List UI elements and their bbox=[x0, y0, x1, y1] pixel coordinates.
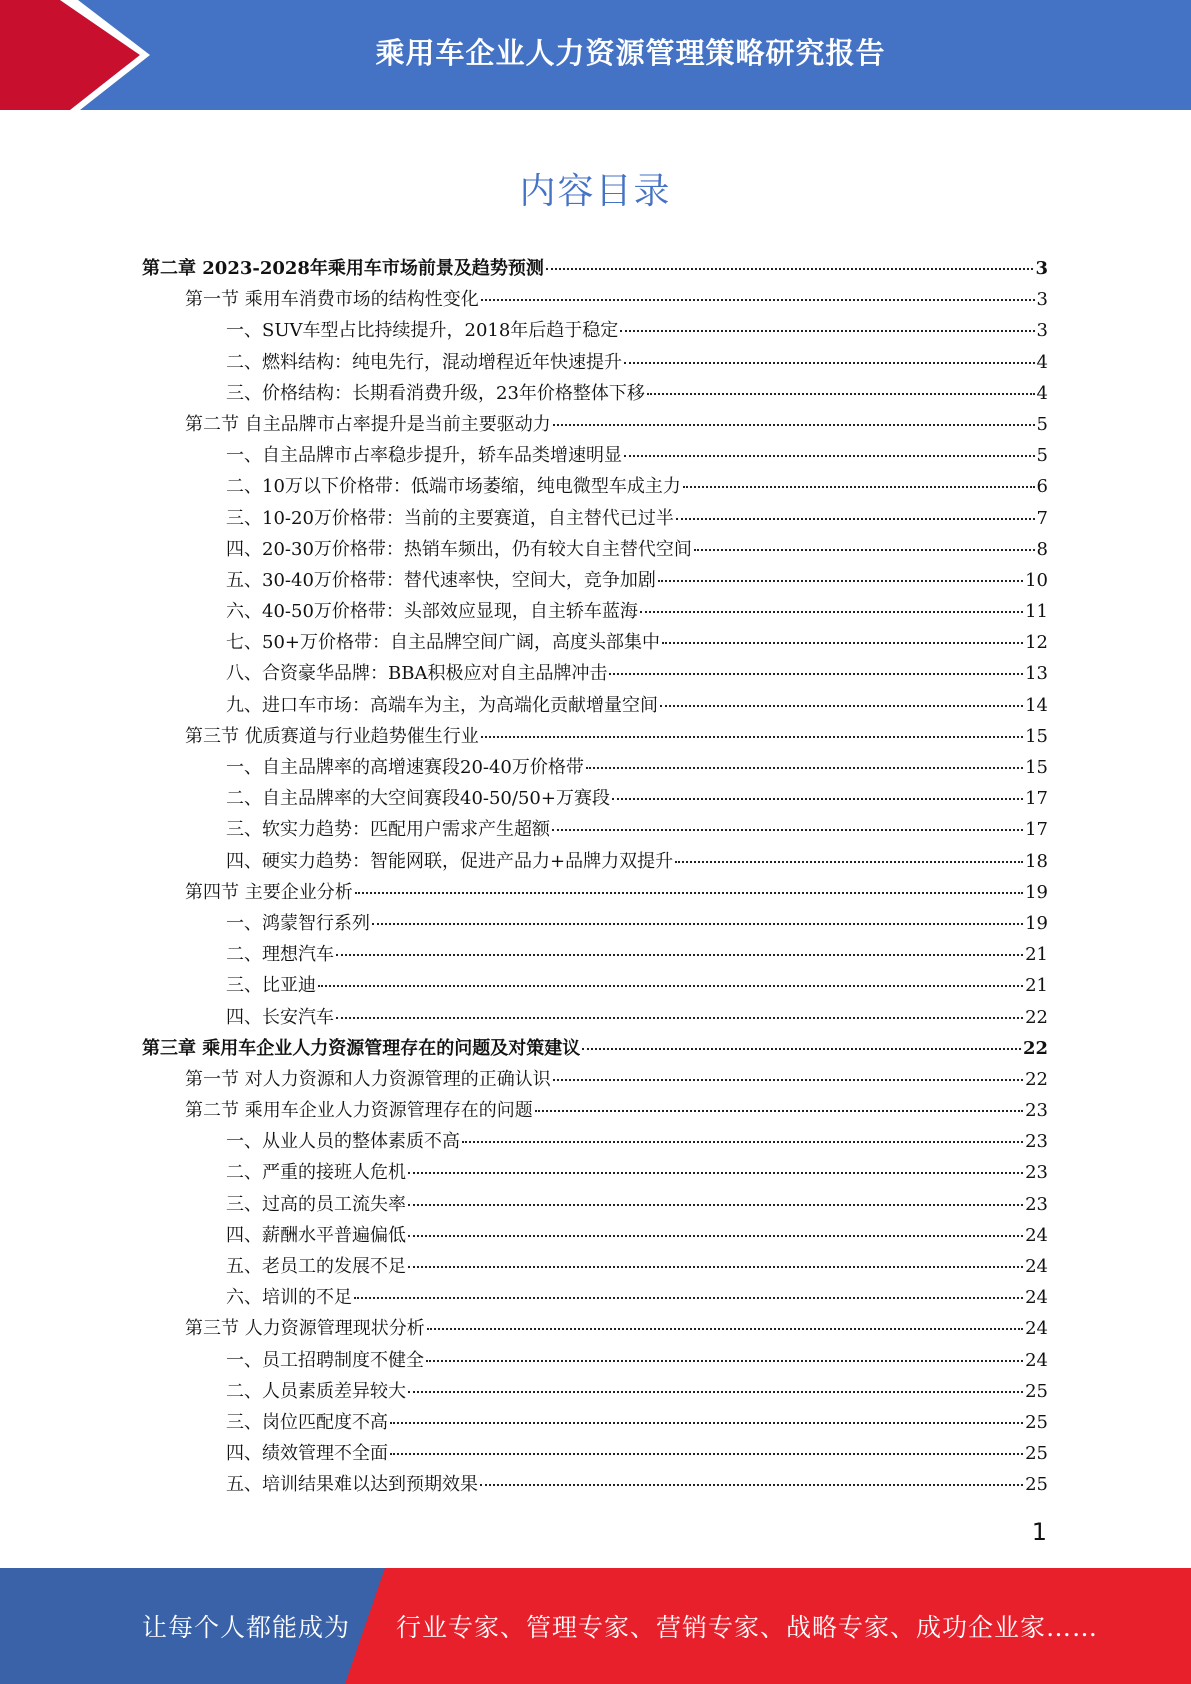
toc-page-number: 22 bbox=[1025, 1068, 1048, 1090]
toc-page-number: 23 bbox=[1025, 1131, 1048, 1153]
toc-entry-text: 四、硬实力趋势：智能网联，促进产品力+品牌力双提升 bbox=[226, 850, 674, 872]
dot-leader bbox=[354, 1297, 1023, 1299]
dot-leader bbox=[336, 954, 1023, 956]
toc-page-number: 23 bbox=[1025, 1162, 1048, 1184]
toc-page-number: 5 bbox=[1036, 445, 1048, 467]
toc-section-entry[interactable] bbox=[142, 1095, 1048, 1126]
dot-leader bbox=[662, 642, 1023, 644]
dot-leader bbox=[546, 268, 1034, 270]
toc-entry-text: 一、从业人员的整体素质不高 bbox=[226, 1131, 460, 1153]
dot-leader bbox=[408, 1235, 1023, 1237]
toc-page-number: 18 bbox=[1025, 850, 1048, 872]
dot-leader bbox=[318, 985, 1023, 987]
toc-page-number: 23 bbox=[1025, 1193, 1048, 1215]
page-footer-band bbox=[0, 1568, 1191, 1684]
page-number: 1 bbox=[1031, 1518, 1047, 1546]
dot-leader bbox=[647, 393, 1035, 395]
toc-page-number: 3 bbox=[1036, 289, 1048, 311]
toc-page-number: 14 bbox=[1025, 694, 1048, 716]
toc-page-number: 15 bbox=[1025, 757, 1048, 778]
dot-leader bbox=[676, 518, 1035, 520]
toc-page-number: 8 bbox=[1036, 538, 1048, 560]
toc-subsection-entry[interactable] bbox=[142, 939, 1048, 970]
toc-page-number: 3 bbox=[1036, 320, 1048, 342]
toc-entry-text: 四、20-30万价格带：热销车频出，仍有较大自主替代空间 bbox=[226, 538, 692, 560]
toc-subsection-entry[interactable] bbox=[142, 347, 1048, 378]
toc-entry-text: 三、软实力趋势：匹配用户需求产生超额 bbox=[226, 819, 550, 841]
toc-entry-text: 七、50+万价格带：自主品牌空间广阔，高度头部集中 bbox=[226, 632, 660, 654]
toc-entry-text: 一、自主品牌率的高增速赛段20-40万价格带 bbox=[226, 757, 584, 778]
toc-entry-text: 三、岗位匹配度不高 bbox=[226, 1411, 388, 1433]
toc-entry-text: 二、自主品牌率的大空间赛段40-50/50+万赛段 bbox=[226, 788, 610, 810]
toc-page-number: 21 bbox=[1025, 944, 1048, 966]
dot-leader bbox=[481, 736, 1023, 738]
toc-entry-text: 第二章 2023-2028年乘用车市场前景及趋势预测 bbox=[142, 258, 544, 279]
toc-entry-text: 四、长安汽车 bbox=[226, 1006, 334, 1028]
toc-entry-text: 五、30-40万价格带：替代速率快，空间大，竞争加剧 bbox=[226, 569, 656, 591]
toc-entry-text: 一、自主品牌市占率稳步提升，轿车品类增速明显 bbox=[226, 445, 622, 467]
dot-leader bbox=[355, 892, 1023, 894]
dot-leader bbox=[609, 673, 1023, 675]
toc-subsection-entry[interactable] bbox=[142, 1282, 1048, 1313]
dot-leader bbox=[675, 861, 1023, 863]
toc-entry-text: 一、SUV车型占比持续提升，2018年后趋于稳定 bbox=[226, 320, 619, 342]
toc-subsection-entry[interactable] bbox=[142, 783, 1048, 814]
toc-entry-text: 二、10万以下价格带：低端市场萎缩，纯电微型车成主力 bbox=[226, 476, 681, 498]
toc-subsection-entry[interactable] bbox=[142, 1002, 1048, 1033]
dot-leader bbox=[612, 798, 1023, 800]
toc-page-number: 7 bbox=[1036, 507, 1048, 529]
toc-entry-text: 三、比亚迪 bbox=[226, 975, 316, 997]
toc-subsection-entry[interactable] bbox=[142, 315, 1048, 346]
toc-section-entry[interactable] bbox=[142, 721, 1048, 752]
toc-entry-text: 五、老员工的发展不足 bbox=[226, 1256, 406, 1277]
dot-leader bbox=[660, 705, 1023, 707]
toc-section-entry[interactable] bbox=[142, 409, 1048, 440]
dot-leader bbox=[694, 549, 1035, 551]
toc-heading: 内容目录 bbox=[519, 171, 672, 212]
page-header-band bbox=[0, 0, 1191, 110]
dot-leader bbox=[408, 1204, 1023, 1206]
toc-entry-text: 一、员工招聘制度不健全 bbox=[226, 1349, 424, 1371]
toc-subsection-entry[interactable] bbox=[142, 1407, 1048, 1438]
dot-leader bbox=[462, 1141, 1023, 1143]
toc-entry-text: 二、燃料结构：纯电先行，混动增程近年快速提升 bbox=[226, 351, 622, 373]
toc-subsection-entry[interactable] bbox=[142, 534, 1048, 565]
toc-subsection-entry[interactable] bbox=[142, 1469, 1048, 1500]
toc-subsection-entry[interactable] bbox=[142, 752, 1048, 783]
dot-leader bbox=[624, 455, 1035, 457]
toc-subsection-entry[interactable] bbox=[142, 846, 1048, 877]
toc-subsection-entry[interactable] bbox=[142, 1251, 1048, 1282]
toc-entry-text: 一、鸿蒙智行系列 bbox=[226, 912, 370, 934]
toc-page-number: 24 bbox=[1025, 1287, 1048, 1309]
toc-entry-text: 三、价格结构：长期看消费升级，23年价格整体下移 bbox=[226, 382, 645, 404]
toc-subsection-entry[interactable] bbox=[142, 1220, 1048, 1251]
toc-page-number: 12 bbox=[1025, 632, 1048, 654]
toc-page-number: 17 bbox=[1025, 819, 1048, 841]
toc-entry-text: 第一节 对人力资源和人力资源管理的正确认识 bbox=[185, 1068, 551, 1090]
dot-leader bbox=[640, 611, 1023, 613]
toc-subsection-entry[interactable] bbox=[142, 565, 1048, 596]
toc-subsection-entry[interactable] bbox=[142, 1157, 1048, 1188]
toc-entry-text: 二、理想汽车 bbox=[226, 944, 334, 966]
toc-subsection-entry[interactable] bbox=[142, 970, 1048, 1001]
dot-leader bbox=[582, 1048, 1021, 1050]
footer-slogan-right: 行业专家、管理专家、营销专家、战略专家、成功企业家…… bbox=[396, 1613, 1099, 1642]
toc-subsection-entry[interactable] bbox=[142, 627, 1048, 658]
toc-subsection-entry[interactable] bbox=[142, 1376, 1048, 1407]
toc-chapter-entry[interactable] bbox=[142, 253, 1048, 284]
toc-entry-text: 五、培训结果难以达到预期效果 bbox=[226, 1474, 478, 1496]
dot-leader bbox=[408, 1172, 1023, 1174]
toc-entry-text: 第四节 主要企业分析 bbox=[185, 881, 353, 903]
dot-leader bbox=[480, 1484, 1023, 1486]
dot-leader bbox=[620, 330, 1034, 332]
toc-subsection-entry[interactable] bbox=[142, 471, 1048, 502]
toc-subsection-entry[interactable] bbox=[142, 1126, 1048, 1157]
toc-page-number: 25 bbox=[1025, 1380, 1048, 1402]
toc-subsection-entry[interactable] bbox=[142, 1345, 1048, 1376]
toc-entry-text: 二、人员素质差异较大 bbox=[226, 1380, 406, 1402]
toc-entry-text: 四、绩效管理不全面 bbox=[226, 1443, 388, 1465]
toc-entry-text: 三、10-20万价格带：当前的主要赛道，自主替代已过半 bbox=[226, 507, 674, 529]
toc-page-number: 19 bbox=[1025, 881, 1048, 903]
dot-leader bbox=[427, 1328, 1023, 1330]
toc-page-number: 3 bbox=[1035, 258, 1048, 279]
toc-page-number: 24 bbox=[1025, 1256, 1048, 1277]
dot-leader bbox=[683, 486, 1035, 488]
dot-leader bbox=[390, 1422, 1023, 1424]
toc-entry-text: 三、过高的员工流失率 bbox=[226, 1193, 406, 1215]
toc-entry-text: 第三节 人力资源管理现状分析 bbox=[185, 1318, 425, 1340]
toc-page-number: 24 bbox=[1025, 1318, 1048, 1340]
toc-subsection-entry[interactable] bbox=[142, 908, 1048, 939]
toc-page-number: 17 bbox=[1025, 788, 1048, 810]
toc-page-number: 25 bbox=[1025, 1443, 1048, 1465]
dot-leader bbox=[586, 767, 1023, 769]
dot-leader bbox=[624, 362, 1035, 364]
dot-leader bbox=[426, 1360, 1023, 1362]
footer-slogan-left: 让每个人都能成为 bbox=[142, 1613, 351, 1642]
toc-entry-text: 二、严重的接班人危机 bbox=[226, 1162, 406, 1184]
toc-entry-text: 第三章 乘用车企业人力资源管理存在的问题及对策建议 bbox=[142, 1037, 581, 1059]
toc-page-number: 11 bbox=[1025, 601, 1048, 623]
toc-page-number: 6 bbox=[1036, 476, 1048, 498]
toc-page-number: 25 bbox=[1025, 1474, 1048, 1496]
toc-page-number: 4 bbox=[1036, 382, 1048, 404]
toc-subsection-entry[interactable] bbox=[142, 814, 1048, 845]
toc-subsection-entry[interactable] bbox=[142, 596, 1048, 627]
dot-leader bbox=[535, 1110, 1023, 1112]
dot-leader bbox=[408, 1266, 1023, 1268]
dot-leader bbox=[553, 1079, 1023, 1081]
toc-page-number: 10 bbox=[1025, 569, 1048, 591]
toc-page-number: 25 bbox=[1025, 1411, 1048, 1433]
toc-page-number: 15 bbox=[1025, 725, 1048, 747]
dot-leader bbox=[552, 829, 1023, 831]
toc-page-number: 23 bbox=[1025, 1100, 1048, 1122]
toc-page-number: 5 bbox=[1036, 413, 1048, 435]
dot-leader bbox=[408, 1391, 1023, 1393]
toc-entry-text: 第二节 乘用车企业人力资源管理存在的问题 bbox=[185, 1100, 533, 1122]
dot-leader bbox=[390, 1453, 1023, 1455]
toc-entry-text: 六、培训的不足 bbox=[226, 1287, 352, 1309]
toc-section-entry[interactable] bbox=[142, 877, 1048, 908]
toc-entry-text: 四、薪酬水平普遍偏低 bbox=[226, 1224, 406, 1246]
toc-page-number: 4 bbox=[1036, 351, 1048, 373]
toc-section-entry[interactable] bbox=[142, 284, 1048, 315]
toc-chapter-entry[interactable] bbox=[142, 1033, 1048, 1064]
dot-leader bbox=[481, 299, 1035, 301]
dot-leader bbox=[553, 424, 1035, 426]
chevron-arrow-icon bbox=[0, 0, 160, 110]
dot-leader bbox=[658, 580, 1023, 582]
table-of-contents bbox=[142, 253, 1048, 1501]
toc-entry-text: 六、40-50万价格带：头部效应显现，自主轿车蓝海 bbox=[226, 601, 638, 623]
toc-entry-text: 九、进口车市场：高端车为主，为高端化贡献增量空间 bbox=[226, 694, 658, 716]
toc-subsection-entry[interactable] bbox=[142, 440, 1048, 471]
toc-subsection-entry[interactable] bbox=[142, 690, 1048, 721]
toc-page-number: 13 bbox=[1025, 663, 1048, 685]
toc-subsection-entry[interactable] bbox=[142, 503, 1048, 534]
toc-entry-text: 第一节 乘用车消费市场的结构性变化 bbox=[185, 289, 479, 311]
toc-section-entry[interactable] bbox=[142, 1313, 1048, 1344]
toc-entry-text: 第二节 自主品牌市占率提升是当前主要驱动力 bbox=[185, 413, 551, 435]
toc-page-number: 21 bbox=[1025, 975, 1048, 997]
report-title: 乘用车企业人力资源管理策略研究报告 bbox=[375, 35, 886, 70]
toc-page-number: 24 bbox=[1025, 1224, 1048, 1246]
toc-subsection-entry[interactable] bbox=[142, 378, 1048, 409]
toc-subsection-entry[interactable] bbox=[142, 658, 1048, 689]
dot-leader bbox=[336, 1017, 1023, 1019]
toc-page-number: 22 bbox=[1025, 1006, 1048, 1028]
toc-section-entry[interactable] bbox=[142, 1064, 1048, 1095]
dot-leader bbox=[372, 923, 1023, 925]
toc-entry-text: 八、合资豪华品牌：BBA积极应对自主品牌冲击 bbox=[226, 663, 608, 685]
toc-page-number: 24 bbox=[1025, 1349, 1048, 1371]
toc-subsection-entry[interactable] bbox=[142, 1189, 1048, 1220]
toc-entry-text: 第三节 优质赛道与行业趋势催生行业 bbox=[185, 725, 479, 747]
toc-page-number: 22 bbox=[1022, 1037, 1048, 1059]
toc-subsection-entry[interactable] bbox=[142, 1438, 1048, 1469]
toc-page-number: 19 bbox=[1025, 912, 1048, 934]
